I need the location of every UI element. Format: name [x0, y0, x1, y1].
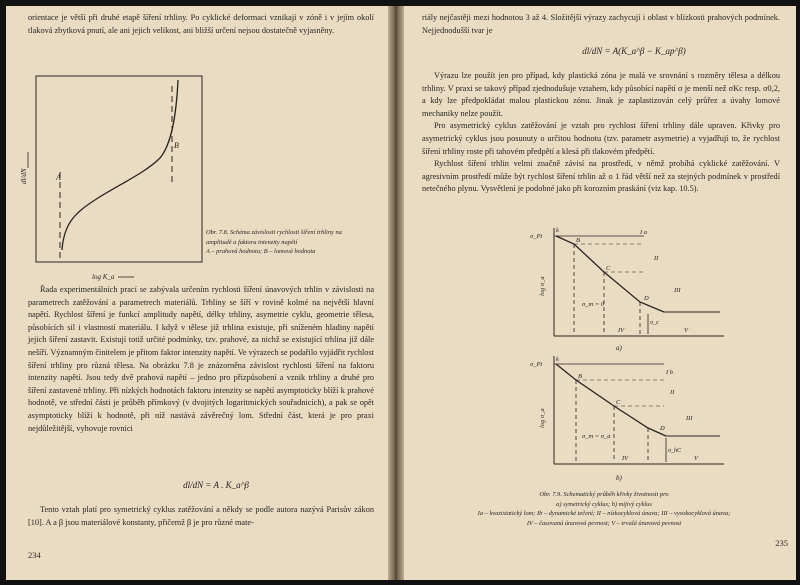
- point-b-label: B: [174, 141, 179, 150]
- point-a-label: A: [56, 173, 61, 182]
- left-page: [6, 6, 388, 580]
- x-axis-label: log K_a: [92, 273, 115, 281]
- fig-b-sub-label: b): [616, 474, 622, 482]
- right-text-block: [422, 70, 780, 196]
- fig-b-y-label: log σ_a: [539, 408, 546, 428]
- page-number-left: 234: [28, 550, 41, 560]
- fig-b-point-k: k: [556, 356, 559, 363]
- fig-a-mean-label: σ_m = 0: [582, 301, 605, 308]
- fig-b-side-label: σ_hC: [668, 448, 681, 454]
- figure-7-8-caption: [206, 228, 356, 257]
- fig-b-region-4: IV: [622, 455, 629, 462]
- fig-a-point-c: C: [606, 265, 611, 272]
- y-axis-label: dl/dN: [20, 168, 28, 184]
- page-number-right: 235: [775, 538, 788, 548]
- fig-b-sigma-label: σ_Pt: [530, 361, 543, 368]
- figure-7-9-caption-legend-2: IV – časovaná únavová pevnost; V – trvalá únavová pevnost: [526, 519, 682, 527]
- fig-b-point-c: C: [616, 399, 621, 406]
- fig-a-point-b: B: [576, 237, 580, 244]
- fig-b-region-3: III: [686, 415, 693, 422]
- fig-b-mean-label: σ_m = σ_a: [582, 433, 611, 440]
- fig-b-region-1: I b: [666, 369, 674, 376]
- figure-7-9-caption: [422, 490, 786, 528]
- figure-7-9-caption-legend-1: Ia – kvazistatický lom; Ib – dynamické tečení; II – nízkocyklová únava; III – vysokocyklová únava;: [477, 510, 731, 518]
- left-top-text: orientace je větší při druhé etapě šíření trhliny. Po cyklické deformaci vznikají v zóně i v jejím okolí tlaková zbytková pnutí, ale ani jejich velikost, ani bližší určení nejsou dostatečně vyjasněny.: [28, 13, 374, 35]
- fig-a-region-4: IV: [618, 327, 625, 334]
- fig-a-region-1: I a: [640, 229, 648, 236]
- fig-a-sigma-label: σ_Pt: [530, 233, 543, 240]
- left-body-text: Řada experimentálních prací se zabývala určením rychlosti šíření únavových trhlin v závislosti na parametrech zatěžování a parametrech materiálů. Trhliny se šíří v rovině kolmé na největší hlavní napětí. Rychlost šíření je funkcí amplitudy napětí, délky trhliny, asymetrie cyklu, geometrie tělesa, působících sil i vlastností materiálu. I když v tělese již trhlina existuje, při sníženém hladiny napětí jejich šíření zastavit. Existují totiž určité podmínky, tzv. prahové, za nichž se existující trhlina již dále nešíří. Významným činitelem je přitom faktor intenzity napětí. Ve výrazech se podařilo vyjádřit rychlost šíření trhliny pro různá tělesa. Na obrázku 7.8 je znázorněna závislost rychlosti šíření na faktoru intenzity napětí. Jsou tedy dvě prahová napětí – jedno pro přizpůsobení a vznik trhliny a druhé pro šíření zastavené trhliny. Při nízkých hodnotách faktoru intenzity se napětí asymptoticky blíží k prahové hodnotě, ve střední části je průběh přímkový (v dvojitých logaritmických souřadnicích), a pak se opět asymptoticky blíží k hodnotě, při níž nastává závěrečný lom. Střední část, která je pro praxi nejdůležitější, vyhovuje rovnici: [28, 285, 374, 433]
- fig-a-point-d: D: [644, 295, 649, 302]
- fig-a-sub-label: a): [616, 344, 622, 352]
- figure-7-8-caption-title: Obr. 7.8. Schéma závislosti rychlosti šíření trhliny na amplitudě a faktoru intenzity napětí: [206, 229, 342, 246]
- figure-7-8-caption-legend: A – prahová hodnota; B – lomová hodnota: [206, 248, 316, 256]
- fig-a-region-3: III: [674, 287, 681, 294]
- fig-b-region-2: II: [670, 389, 675, 396]
- left-bottom-text: Tento vztah platí pro symetrický cyklus zatěžování a někdy se podle autora nazývá Parisův zákon [10]. A a β jsou materiálové konstanty, přičemž β je pro různé mate-: [28, 505, 374, 527]
- right-paragraph-1: Výrazu lze použít jen pro případ, kdy plastická zóna je malá ve srovnání s rozměry tělesa a délkou trhliny. V praxi se takový případ zjednodušuje vztahem, kdy působící napětí σ je menší než σKc resp. σ0,2, a kdy lze předpokládat malou plastickou zónu. Jinak je zaplastizován celý průřez a úvahy lomové mechaniky nelze použít.: [422, 71, 780, 118]
- fig-b-point-b: B: [578, 373, 582, 380]
- right-paragraph-3: Rychlost šíření trhlin velmi značně závisí na prostředí, v němž probíhá cyklické zatěžování. V agresivním prostředí může být rychlost šíření trhlin až o 1 řád větší než za stejných podmínek v prostředí netečného plynu. Vysvětlení je podobné jako při korozním praskání (viz kap. 10.5).: [422, 159, 780, 194]
- fig-a-point-k: k: [556, 227, 559, 234]
- book-gutter: [388, 6, 404, 580]
- fig-b-region-5: V: [694, 455, 698, 462]
- figure-7-9-caption-sub: a) symetrický cyklus; b) míjivý cyklus: [556, 500, 652, 508]
- fig-a-side-label: σ_c: [650, 320, 659, 326]
- fig-b-point-d: D: [660, 425, 665, 432]
- figure-7-9b: [404, 354, 796, 486]
- fig-a-region-5: V: [684, 327, 688, 334]
- right-paragraph-2: Pro asymetrický cyklus zatěžování je vztah pro rychlost šíření trhliny dále upraven. Křivky pro asymetrický cyklus jsou posunuty o určitou hodnotu (tzv. parametr asymetrie) a vyjadřují to, že rychlost šíření trhliny roste při tahovém předpětí a klesá při tlakovém předpětí.: [422, 121, 780, 156]
- figure-7-8: [6, 72, 388, 302]
- right-formula: dl/dN = A(K_a^β − K_ap^β): [582, 46, 686, 56]
- fig-a-region-2: II: [654, 255, 659, 262]
- figure-7-9-caption-title: Obr. 7.9. Schematický průběh křivky životnosti pro: [539, 491, 669, 498]
- right-top-text: riály nejčastěji mezi hodnotou 3 až 4. Složitější výrazy zachycují i oblast v blízkosti prahových podmínek. Nejjednodušší tvar je: [422, 13, 780, 35]
- fig-a-y-label: log σ_a: [539, 276, 546, 296]
- right-page: [404, 6, 796, 580]
- figure-7-9a: [404, 222, 796, 354]
- left-formula: dl/dN = A . K_a^β: [183, 480, 249, 490]
